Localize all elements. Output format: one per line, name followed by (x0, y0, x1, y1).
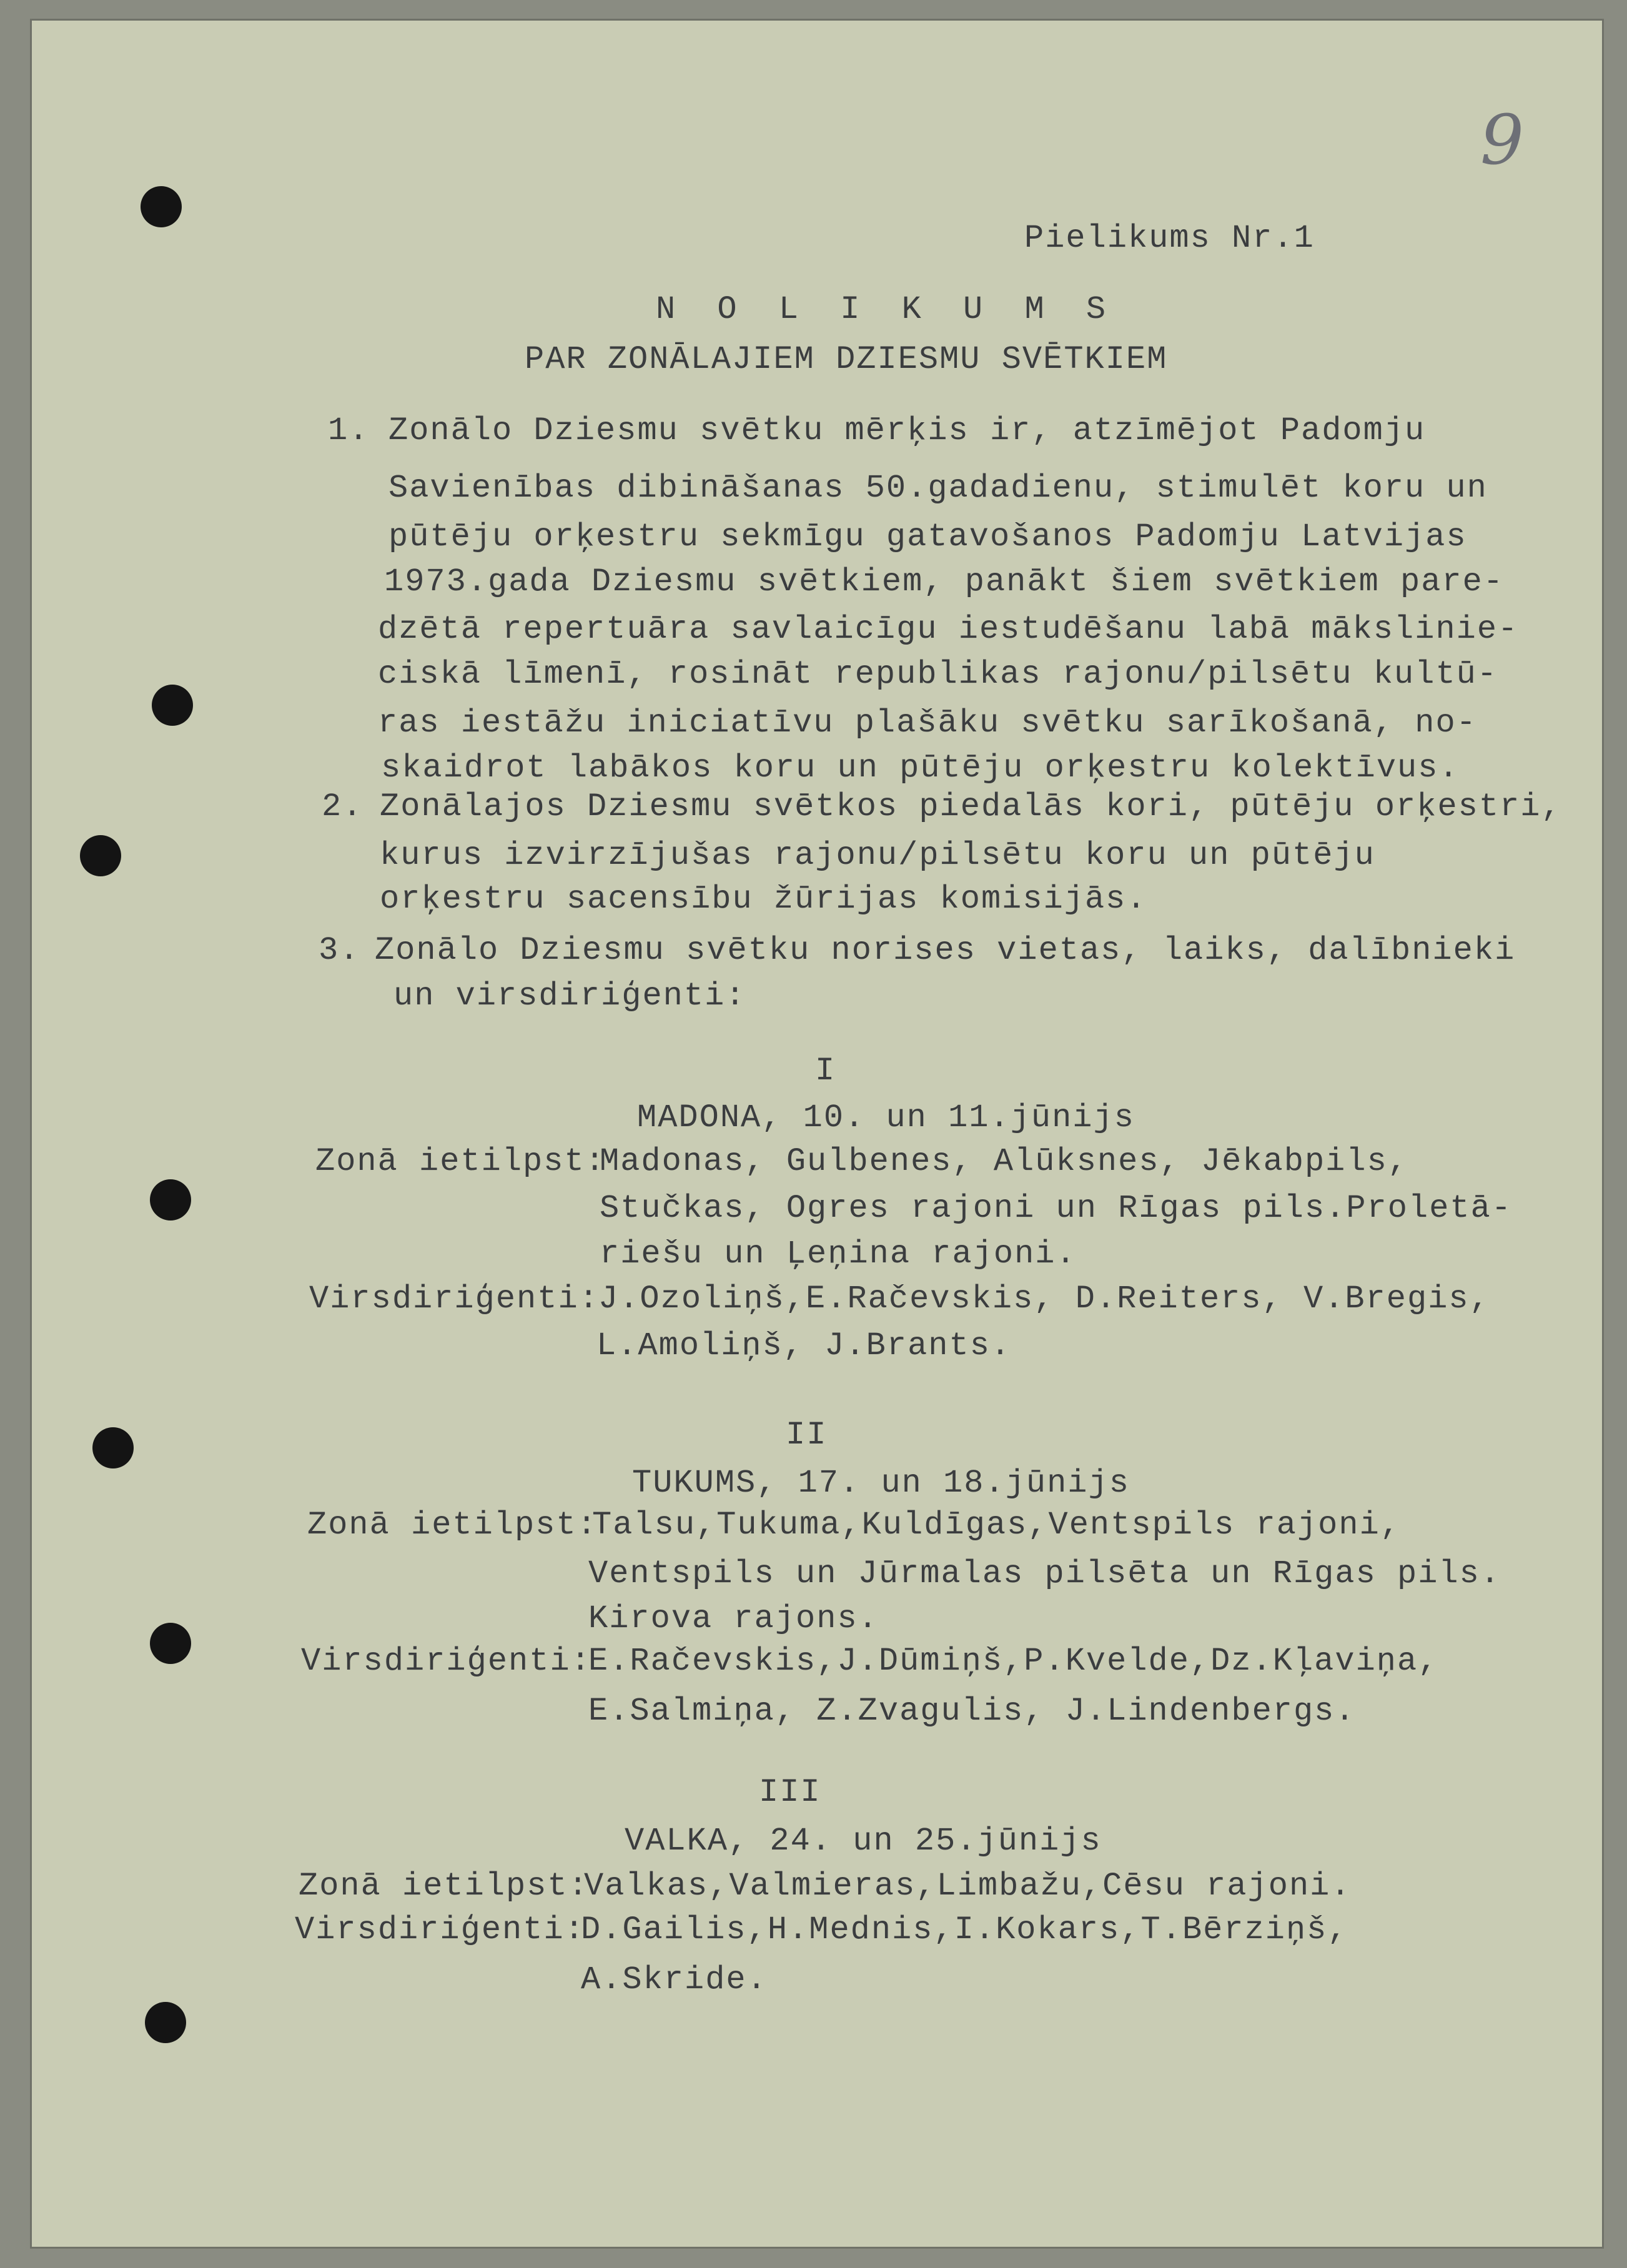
zone-line: Stučkas, Ogres rajoni un Rīgas pils.Proletā- (600, 1190, 1513, 1227)
paragraph-line: Savienības dibināšanas 50.gadadienu, stimulēt koru un (388, 470, 1488, 507)
paragraph-line: orķestru sacensību žūrijas komisijās. (380, 881, 1147, 918)
zone-label: Zonā ietilpst: (307, 1507, 598, 1543)
zone-line: riešu un Ļeņina rajoni. (600, 1236, 1077, 1272)
zone-line: Ventspils un Jūrmalas pilsēta un Rīgas pils. (588, 1555, 1501, 1592)
paragraph-line: Zonālo Dziesmu svētku mērķis ir, atzīmējot Padomju (388, 412, 1426, 449)
conductor-line: L.Amoliņš, J.Brants. (596, 1327, 1012, 1364)
document-subtitle: PAR ZONĀLAJIEM DZIESMU SVĒTKIEM (525, 341, 1168, 378)
conductors-label: Virsdiriģenti: (301, 1643, 591, 1680)
paragraph-line: pūtēju orķestru sekmīgu gatavošanos Padomju Latvijas (388, 518, 1467, 555)
zone-place-date: TUKUMS, 17. un 18.jūnijs (632, 1465, 1130, 1502)
paragraph-line: dzētā repertuāra savlaicīgu iestudēšanu labā mākslinie- (378, 611, 1519, 648)
appendix-label: Pielikums Nr.1 (1024, 220, 1315, 257)
zone-place-date: MADONA, 10. un 11.jūnijs (637, 1099, 1135, 1136)
paragraph-number: 3. (319, 932, 360, 969)
zone-label: Zonā ietilpst: (299, 1868, 589, 1904)
paragraph-line: kurus izvirzījušas rajonu/pilsētu koru un pūtēju (380, 837, 1375, 874)
conductor-line: A.Skride. (581, 1961, 768, 1998)
paragraph-line: Zonālajos Dziesmu svētkos piedalās kori, pūtēju orķestri, (380, 788, 1562, 825)
punch-hole (150, 1623, 191, 1664)
punch-hole (145, 2002, 186, 2043)
conductor-line: E.Račevskis,J.Dūmiņš,P.Kvelde,Dz.Kļaviņa, (588, 1643, 1439, 1680)
paragraph-number: 1. (328, 412, 370, 449)
punch-hole (141, 186, 182, 227)
paragraph-line: Zonālo Dziesmu svētku norises vietas, laiks, dalībnieki (375, 932, 1516, 969)
document-title: N O L I K U M S (656, 291, 1117, 328)
zone-line: Valkas,Valmieras,Limbažu,Cēsu rajoni. (584, 1868, 1352, 1904)
zone-label: Zonā ietilpst: (315, 1143, 606, 1180)
paragraph-line: 1973.gada Dziesmu svētkiem, panākt šiem svētkiem pare- (384, 563, 1505, 600)
conductor-line: J.Ozoliņš,E.Račevskis, D.Reiters, V.Bregis, (598, 1280, 1490, 1317)
punch-hole (80, 835, 121, 876)
paragraph-line: skaidrot labākos koru un pūtēju orķestru kolektīvus. (381, 750, 1460, 786)
zone-place-date: VALKA, 24. un 25.jūnijs (625, 1823, 1102, 1859)
zone-roman-numeral: II (786, 1417, 828, 1453)
zone-roman-numeral: I (815, 1052, 836, 1089)
conductor-line: D.Gailis,H.Mednis,I.Kokars,T.Bērziņš, (581, 1911, 1348, 1948)
punch-hole (92, 1427, 134, 1468)
conductors-label: Virsdiriģenti: (295, 1911, 585, 1948)
zone-line: Madonas, Gulbenes, Alūksnes, Jēkabpils, (600, 1143, 1408, 1180)
conductors-label: Virsdiriģenti: (309, 1280, 600, 1317)
punch-hole (152, 685, 193, 726)
zone-line: Talsu,Tukuma,Kuldīgas,Ventspils rajoni, (592, 1507, 1401, 1543)
conductor-line: E.Salmiņa, Z.Zvagulis, J.Lindenbergs. (588, 1693, 1356, 1730)
paragraph-number: 2. (322, 788, 363, 825)
paragraph-line: un virsdiriģenti: (393, 978, 746, 1014)
paragraph-line: ciskā līmenī, rosināt republikas rajonu/pilsētu kultū- (378, 656, 1498, 693)
page-number: 9 (1480, 100, 1524, 180)
zone-roman-numeral: III (759, 1774, 821, 1811)
paragraph-line: ras iestāžu iniciatīvu plašāku svētku sarīkošanā, no- (378, 705, 1477, 741)
zone-line: Kirova rajons. (588, 1600, 879, 1637)
punch-hole (150, 1179, 191, 1221)
